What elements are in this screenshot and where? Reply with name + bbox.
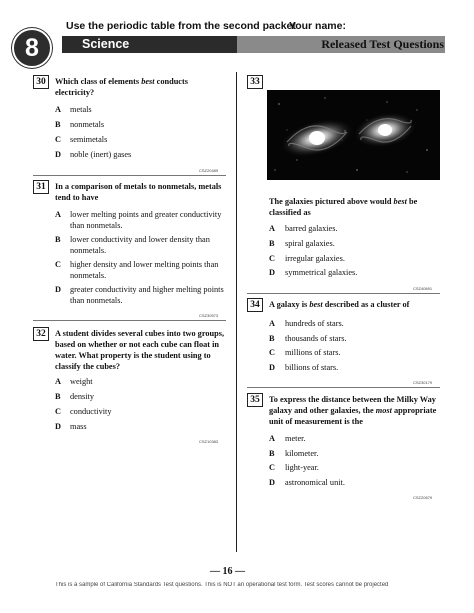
your-name-label: Your name: <box>289 20 346 32</box>
option-letter: A <box>269 224 275 233</box>
option-text: mass <box>70 422 87 431</box>
option-letter: C <box>55 135 61 144</box>
option-letter: B <box>55 120 61 129</box>
column-divider <box>236 72 237 552</box>
option-text: lower conductivity and lower density than nonmetals. <box>70 235 210 255</box>
option-letter: C <box>269 463 275 472</box>
grade-badge: 8 <box>12 28 52 68</box>
question-number: 32 <box>33 327 49 341</box>
section-title: Released Test Questions <box>321 37 444 51</box>
page-number: — 16 — <box>210 566 245 577</box>
option-text: symmetrical galaxies. <box>285 268 358 277</box>
question-stem: Which class of elements best conducts electricity? <box>55 77 188 97</box>
option-letter: B <box>269 239 275 248</box>
option-text: billions of stars. <box>285 363 339 372</box>
question-separator <box>33 320 226 321</box>
question-separator <box>247 293 440 294</box>
option-letter: A <box>55 377 61 386</box>
option-letter: A <box>269 319 275 328</box>
option-text: weight <box>70 377 93 386</box>
question-stem: To express the distance between the Milky Way galaxy and other galaxies, the most appropriate unit of measurement is the <box>269 395 437 426</box>
option-letter: B <box>55 235 61 244</box>
question-stem: A student divides several cubes into two groups, based on whether or not each cube can float in water. What property is the student using to classify the cubes? <box>55 329 225 371</box>
option-text: kilometer. <box>285 449 319 458</box>
option-text: spiral galaxies. <box>285 239 335 248</box>
option-letter: D <box>55 285 61 294</box>
question-stem: A galaxy is best described as a cluster of <box>269 300 410 309</box>
question-stem: The galaxies pictured above would best be classified as <box>269 197 418 217</box>
question-separator <box>247 387 440 388</box>
question-number: 35 <box>247 393 263 407</box>
option-letter: C <box>269 254 275 263</box>
item-code: CSZ20489 <box>199 168 219 173</box>
question-stem: In a comparison of metals to nonmetals, metals tend to have <box>55 182 222 202</box>
item-code: CSZ10383 <box>199 439 219 444</box>
option-text: greater conductivity and higher melting points than nonmetals. <box>70 285 224 305</box>
option-text: thousands of stars. <box>285 334 347 343</box>
spiral-galaxies-image <box>267 90 440 180</box>
option-letter: D <box>269 268 275 277</box>
option-text: millions of stars. <box>285 348 341 357</box>
option-letter: D <box>269 478 275 487</box>
option-letter: D <box>269 363 275 372</box>
item-code: CSZ40691 <box>413 286 433 291</box>
option-letter: A <box>55 210 61 219</box>
question-separator <box>33 175 226 176</box>
option-text: hundreds of stars. <box>285 319 344 328</box>
item-code: CSZ30179 <box>413 380 433 385</box>
option-text: semimetals <box>70 135 108 144</box>
question-number: 33 <box>247 75 263 89</box>
option-text: irregular galaxies. <box>285 254 345 263</box>
instruction-text: Use the periodic table from the second packet <box>66 20 296 32</box>
option-letter: B <box>269 334 275 343</box>
footer-disclaimer: This is a sample of California Standards Test questions. This is NOT an operational test form. Test scores cannot be projected <box>55 582 389 588</box>
option-text: lower melting points and greater conductivity than nonmetals. <box>70 210 222 230</box>
question-number: 30 <box>33 75 49 89</box>
item-code: CSZ30573 <box>199 313 219 318</box>
question-number: 31 <box>33 180 49 194</box>
galaxies-photo <box>267 90 440 180</box>
option-text: density <box>70 392 94 401</box>
option-letter: C <box>55 407 61 416</box>
subject-title: Science <box>82 37 130 51</box>
option-text: barred galaxies. <box>285 224 338 233</box>
option-text: astronomical unit. <box>285 478 345 487</box>
option-text: light-year. <box>285 463 319 472</box>
option-letter: A <box>55 105 61 114</box>
option-text: nonmetals <box>70 120 105 129</box>
option-letter: A <box>269 434 275 443</box>
option-letter: B <box>55 392 61 401</box>
item-code: CSZ20679 <box>413 495 433 500</box>
option-letter: B <box>269 449 275 458</box>
option-letter: C <box>55 260 61 269</box>
option-letter: D <box>55 422 61 431</box>
option-text: noble (inert) gases <box>70 150 132 159</box>
option-letter: D <box>55 150 61 159</box>
option-text: metals <box>70 105 92 114</box>
option-text: meter. <box>285 434 306 443</box>
option-text: conductivity <box>70 407 112 416</box>
question-number: 34 <box>247 298 263 312</box>
option-text: higher density and lower melting points than nonmetals. <box>70 260 219 280</box>
option-letter: C <box>269 348 275 357</box>
